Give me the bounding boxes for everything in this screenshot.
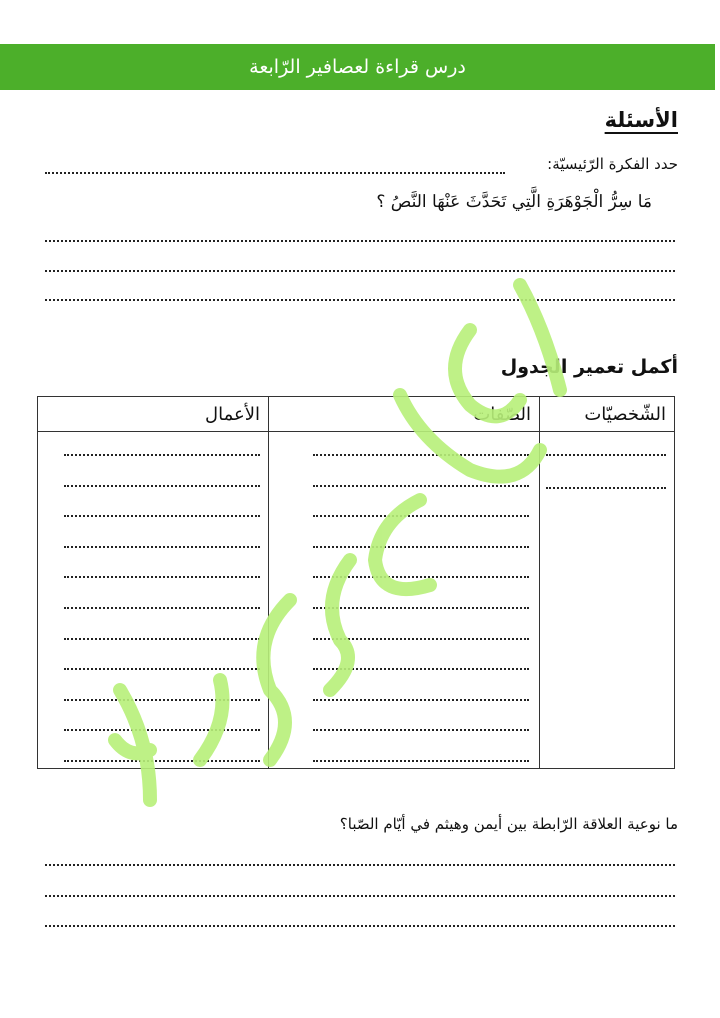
answer-line[interactable] <box>64 483 260 487</box>
lesson-title: درس قراءة لعصافير الرّابعة <box>249 56 466 78</box>
relationship-question: ما نوعية العلاقة الرّابطة بين أيمن وهيثم في أيّام الصّبا؟ <box>339 815 678 833</box>
answer-line[interactable] <box>313 697 529 701</box>
answer-line[interactable] <box>45 268 675 272</box>
column-header-actions: الأعمال <box>38 397 269 432</box>
table-section-heading: أكمل تعمير الجدول <box>500 356 678 378</box>
main-idea-question <box>547 155 678 173</box>
main-idea-label: حدد الفكرة الرّئيسيّة: <box>547 155 678 173</box>
jewel-question: مَا سِرُّ الْجَوْهَرَةِ الَّتِي تَحَدَّثَ عَنْهَا النَّصُ ؟ <box>376 192 652 212</box>
answer-line[interactable] <box>64 513 260 517</box>
lesson-title-banner <box>0 44 715 90</box>
characters-table <box>37 396 675 769</box>
main-idea-answer-line[interactable] <box>45 170 505 174</box>
answer-line[interactable] <box>64 605 260 609</box>
table-row <box>38 432 675 769</box>
column-header-characters: الشّخصيّات <box>540 397 675 432</box>
answer-line[interactable] <box>45 923 675 927</box>
answer-line[interactable] <box>313 636 529 640</box>
answer-line[interactable] <box>313 452 529 456</box>
answer-line[interactable] <box>313 727 529 731</box>
answer-line[interactable] <box>64 727 260 731</box>
table-header-row <box>38 397 675 432</box>
answer-line[interactable] <box>64 574 260 578</box>
answer-line[interactable] <box>64 544 260 548</box>
answer-line[interactable] <box>45 238 675 242</box>
answer-line[interactable] <box>313 605 529 609</box>
answer-line[interactable] <box>64 666 260 670</box>
answer-line[interactable] <box>313 574 529 578</box>
questions-heading: الأسئلة <box>604 108 678 132</box>
answer-line[interactable] <box>64 697 260 701</box>
traits-cell[interactable] <box>269 432 540 769</box>
answer-line[interactable] <box>64 636 260 640</box>
answer-line[interactable] <box>64 758 260 762</box>
answer-line[interactable] <box>45 893 675 897</box>
answer-line[interactable] <box>546 485 666 489</box>
answer-line[interactable] <box>313 513 529 517</box>
actions-cell[interactable] <box>38 432 269 769</box>
answer-line[interactable] <box>313 544 529 548</box>
answer-line[interactable] <box>45 862 675 866</box>
answer-line[interactable] <box>313 483 529 487</box>
answer-line[interactable] <box>45 297 675 301</box>
answer-line[interactable] <box>546 452 666 456</box>
answer-line[interactable] <box>64 452 260 456</box>
characters-cell[interactable] <box>540 432 675 769</box>
column-header-traits: الصّفات <box>269 397 540 432</box>
answer-line[interactable] <box>313 666 529 670</box>
answer-line[interactable] <box>313 758 529 762</box>
